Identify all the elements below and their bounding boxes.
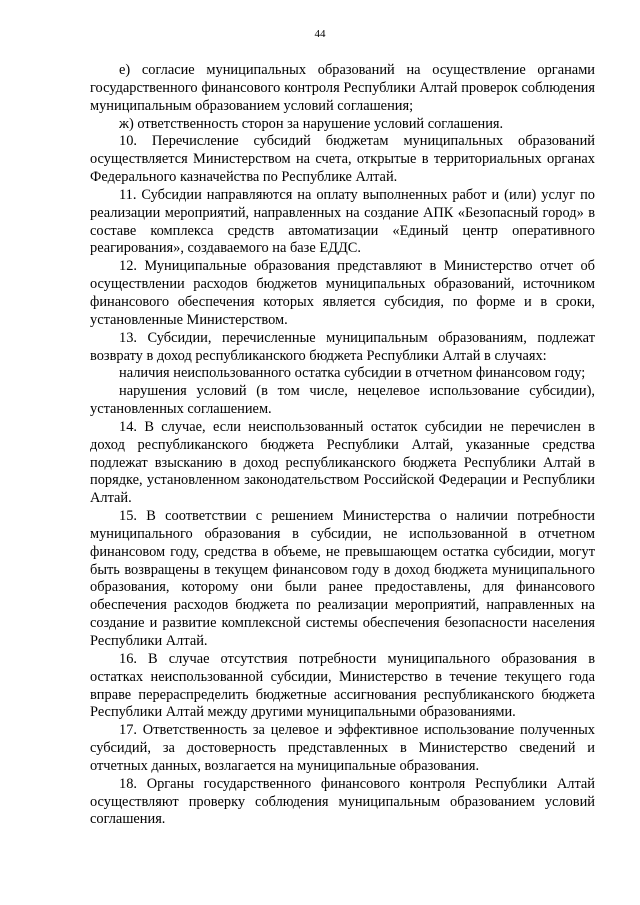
- paragraph-zh-responsibility: ж) ответственность сторон за нарушение условий соглашения.: [119, 115, 504, 132]
- page-number: 44: [314, 28, 326, 40]
- paragraph-16: 16. В случае отсутствия потребности муниципального образования в остатках неиспользованной субсидии, Министерство в течение текущего года вправе перераспределить бюджетные ассигнования республиканского бюджета Республики Алтай между другими муниципальными образованиями.: [90, 650, 595, 721]
- paragraph-14: 14. В случае, если неиспользованный остаток субсидии не перечислен в доход республиканского бюджета Республики Алтай, указанные средства подлежат взысканию в доход республиканского бюджета Республики Алтай в порядке, установленном законодательством Российской Федерации и Республики Алтай.: [90, 418, 595, 507]
- paragraph-11: 11. Субсидии направляются на оплату выполненных работ и (или) услуг по реализации мероприятий, направленных на создание АПК «Безопасный город» в составе комплекса средств автоматизации «Единый центр оперативного реагирования», создаваемого на базе ЕДДС.: [90, 186, 595, 257]
- paragraph-13-case-violation: нарушения условий (в том числе, нецелевое использование субсидии), установленных соглашением.: [90, 383, 595, 418]
- paragraph-13-case-unused: наличия неиспользованного остатка субсидии в отчетном финансовом году;: [119, 365, 586, 382]
- paragraph-12: 12. Муниципальные образования представляют в Министерство отчет об осуществлении расходов бюджетов муниципальных образований, источником финансового обеспечения которых является субсидия, по форме и в сроки, установленные Министерством.: [90, 258, 595, 328]
- paragraph-18: 18. Органы государственного финансового контроля Республики Алтай осуществляют проверку соблюдения муниципальным образованием условий соглашения.: [90, 775, 595, 828]
- paragraph-10: 10. Перечисление субсидий бюджетам муниципальных образований осуществляется Министерством на счета, открытые в территориальных органах Федерального казначейства по Республике Алтай.: [90, 133, 595, 186]
- paragraph-13: 13. Субсидии, перечисленные муниципальным образованиям, подлежат возврату в доход республиканского бюджета Республики Алтай в случаях:: [90, 329, 595, 364]
- document-body: [90, 62, 595, 829]
- paragraph-17: 17. Ответственность за целевое и эффективное использование полученных субсидий, за достоверность представленных в Министерство сведений и отчетных данных, возлагается на муниципальные образования.: [90, 722, 595, 774]
- paragraph-e-consent: е) согласие муниципальных образований на осуществление органами государственного финансового контроля Республики Алтай проверок соблюдения муниципальным образованием условий соглашения;: [90, 62, 595, 114]
- paragraph-15: 15. В соответствии с решением Министерства о наличии потребности муниципального образования в субсидии, не использованной в отчетном финансовом году, средства в объеме, не превышающем остатка субсидии, могут быть возвращены в текущем финансовом году в доход бюджета муниципального образования, которому они были ранее предоставлены, для финансового обеспечения расходов бюджета по реализации мероприятий, направленных на создание и развитие комплексной системы обеспечения безопасности населения Республики Алтай.: [90, 508, 595, 649]
